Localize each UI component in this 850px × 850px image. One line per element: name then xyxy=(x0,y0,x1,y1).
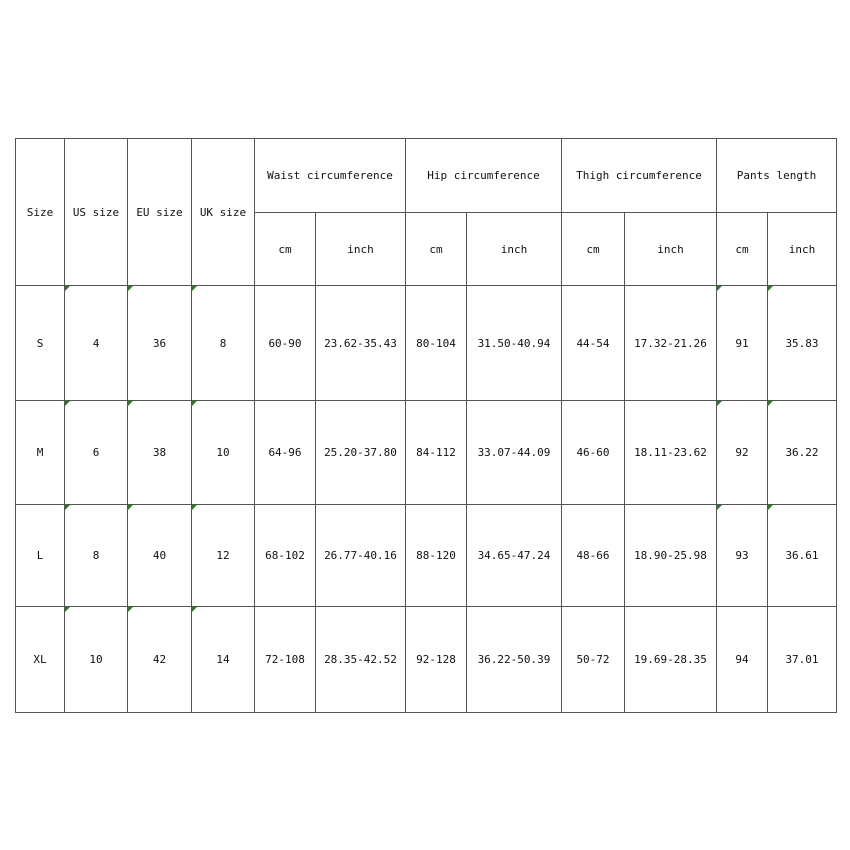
cell-us: 10 xyxy=(65,607,128,713)
unit-length-inch: inch xyxy=(768,213,837,286)
cell-thigh-inch: 17.32-21.26 xyxy=(625,286,717,401)
unit-thigh-cm: cm xyxy=(562,213,625,286)
cell-length-cm: 91 xyxy=(717,286,768,401)
cell-hip-inch: 33.07-44.09 xyxy=(467,401,562,505)
table-row xyxy=(16,607,837,713)
header-thigh: Thigh circumference xyxy=(562,139,717,213)
cell-size: S xyxy=(16,286,65,401)
cell-thigh-cm: 48-66 xyxy=(562,505,625,607)
cell-waist-cm: 64-96 xyxy=(255,401,316,505)
table-row xyxy=(16,505,837,607)
cell-eu: 38 xyxy=(128,401,192,505)
cell-us: 4 xyxy=(65,286,128,401)
unit-length-cm: cm xyxy=(717,213,768,286)
cell-eu: 40 xyxy=(128,505,192,607)
cell-eu: 36 xyxy=(128,286,192,401)
cell-waist-inch: 26.77-40.16 xyxy=(316,505,406,607)
size-chart-table xyxy=(15,138,837,713)
cell-hip-cm: 80-104 xyxy=(406,286,467,401)
cell-length-cm: 93 xyxy=(717,505,768,607)
cell-hip-cm: 88-120 xyxy=(406,505,467,607)
cell-thigh-cm: 46-60 xyxy=(562,401,625,505)
cell-eu: 42 xyxy=(128,607,192,713)
cell-size: XL xyxy=(16,607,65,713)
header-eu-size: EU size xyxy=(128,139,192,286)
cell-length-cm: 94 xyxy=(717,607,768,713)
cell-thigh-inch: 19.69-28.35 xyxy=(625,607,717,713)
cell-waist-inch: 23.62-35.43 xyxy=(316,286,406,401)
header-size: Size xyxy=(16,139,65,286)
unit-thigh-inch: inch xyxy=(625,213,717,286)
cell-us: 6 xyxy=(65,401,128,505)
cell-uk: 12 xyxy=(192,505,255,607)
cell-length-inch: 37.01 xyxy=(768,607,837,713)
header-uk-size: UK size xyxy=(192,139,255,286)
header-us-size: US size xyxy=(65,139,128,286)
header-waist: Waist circumference xyxy=(255,139,406,213)
cell-length-inch: 36.61 xyxy=(768,505,837,607)
cell-length-inch: 36.22 xyxy=(768,401,837,505)
cell-uk: 8 xyxy=(192,286,255,401)
cell-hip-cm: 84-112 xyxy=(406,401,467,505)
cell-hip-inch: 31.50-40.94 xyxy=(467,286,562,401)
cell-size: L xyxy=(16,505,65,607)
unit-hip-inch: inch xyxy=(467,213,562,286)
cell-us: 8 xyxy=(65,505,128,607)
header-row xyxy=(16,139,837,213)
cell-length-cm: 92 xyxy=(717,401,768,505)
cell-waist-inch: 28.35-42.52 xyxy=(316,607,406,713)
unit-waist-inch: inch xyxy=(316,213,406,286)
unit-hip-cm: cm xyxy=(406,213,467,286)
cell-thigh-inch: 18.90-25.98 xyxy=(625,505,717,607)
table-row xyxy=(16,286,837,401)
cell-size: M xyxy=(16,401,65,505)
header-hip: Hip circumference xyxy=(406,139,562,213)
unit-waist-cm: cm xyxy=(255,213,316,286)
cell-uk: 14 xyxy=(192,607,255,713)
cell-waist-cm: 60-90 xyxy=(255,286,316,401)
cell-uk: 10 xyxy=(192,401,255,505)
cell-hip-inch: 34.65-47.24 xyxy=(467,505,562,607)
cell-hip-cm: 92-128 xyxy=(406,607,467,713)
cell-waist-cm: 72-108 xyxy=(255,607,316,713)
cell-waist-cm: 68-102 xyxy=(255,505,316,607)
cell-hip-inch: 36.22-50.39 xyxy=(467,607,562,713)
header-pants-length: Pants length xyxy=(717,139,837,213)
cell-thigh-cm: 44-54 xyxy=(562,286,625,401)
cell-length-inch: 35.83 xyxy=(768,286,837,401)
cell-thigh-inch: 18.11-23.62 xyxy=(625,401,717,505)
cell-thigh-cm: 50-72 xyxy=(562,607,625,713)
table-row xyxy=(16,401,837,505)
cell-waist-inch: 25.20-37.80 xyxy=(316,401,406,505)
